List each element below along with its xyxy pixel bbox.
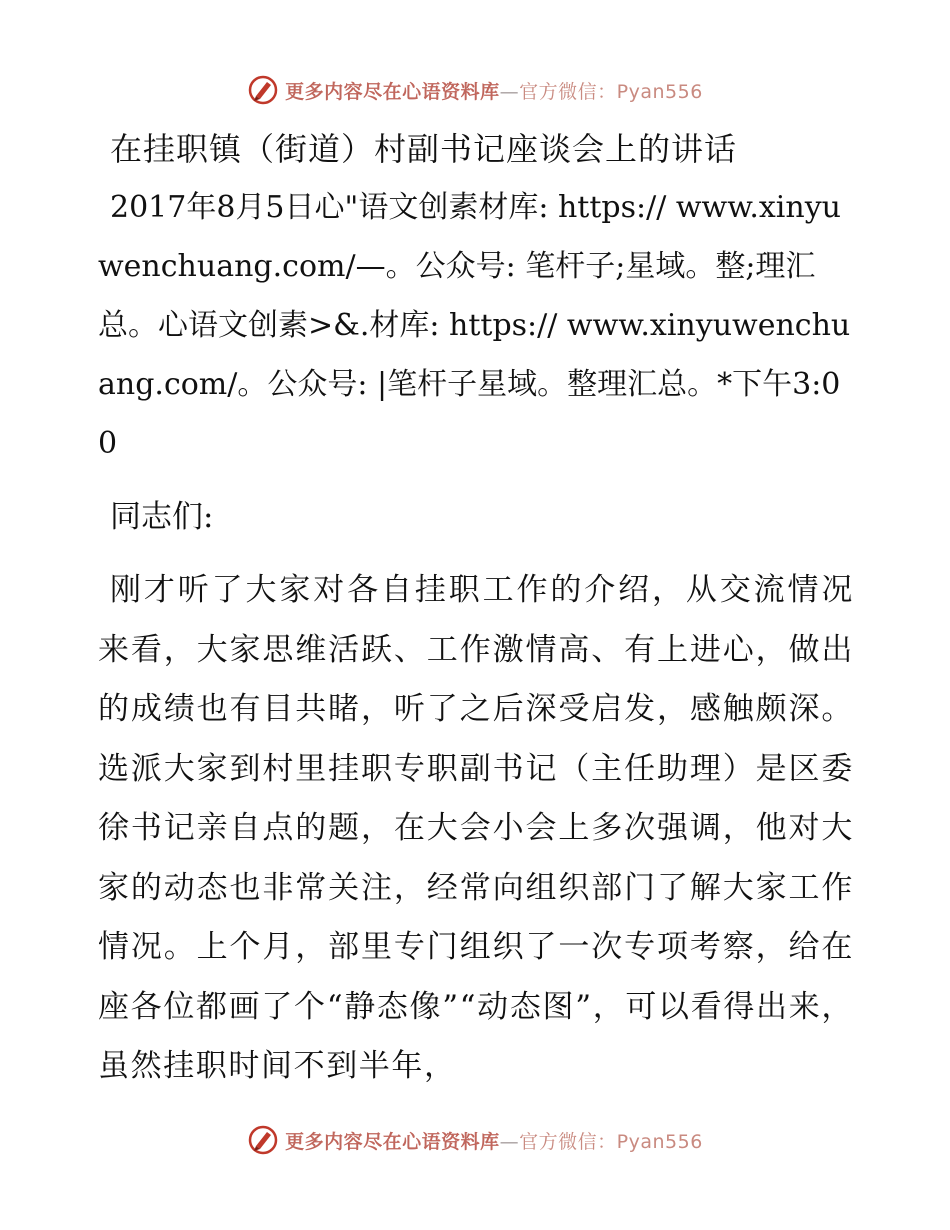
header-watermark-banner [0, 70, 950, 110]
pen-logo-icon [247, 74, 279, 106]
document-meta: 2017年8月5日心"语文创素材库: https:// www.xinyuwenchuang.com/—。公众号: 笔杆子;星域。整;理汇总。心语文创素>&.材库: https:// www.xinyuwenchuang.com/。公众号: |笔杆子星域。整理汇总。*下午3:00 [98, 190, 851, 461]
document-title: 在挂职镇（街道）村副书记座谈会上的讲话 [110, 130, 738, 168]
footer-watermark-banner [0, 1120, 950, 1160]
greeting: 同志们: [110, 499, 214, 535]
body-paragraph: 刚才听了大家对各自挂职工作的介绍，从交流情况来看，大家思维活跃、工作激情高、有上进心，做出的成绩也有目共睹，听了之后深受启发，感触颇深。选派大家到村里挂职专职副书记（主任助理）是区委徐书记亲自点的题，在大会小会上多次强调，他对大家的动态也非常关注，经常向组织部门了解大家工作情况。上个月，部里专门组织了一次专项考察，给在座各位都画了个“静态像”“动态图”，可以看得出来，虽然挂职时间不到半年， [98, 572, 854, 1084]
document-body [98, 120, 854, 1097]
watermark-text: 更多内容尽在心语资料库—官方微信：Pyan556 [285, 1130, 703, 1153]
watermark-text: 更多内容尽在心语资料库—官方微信：Pyan556 [285, 80, 703, 103]
pen-logo-icon [247, 1124, 279, 1156]
